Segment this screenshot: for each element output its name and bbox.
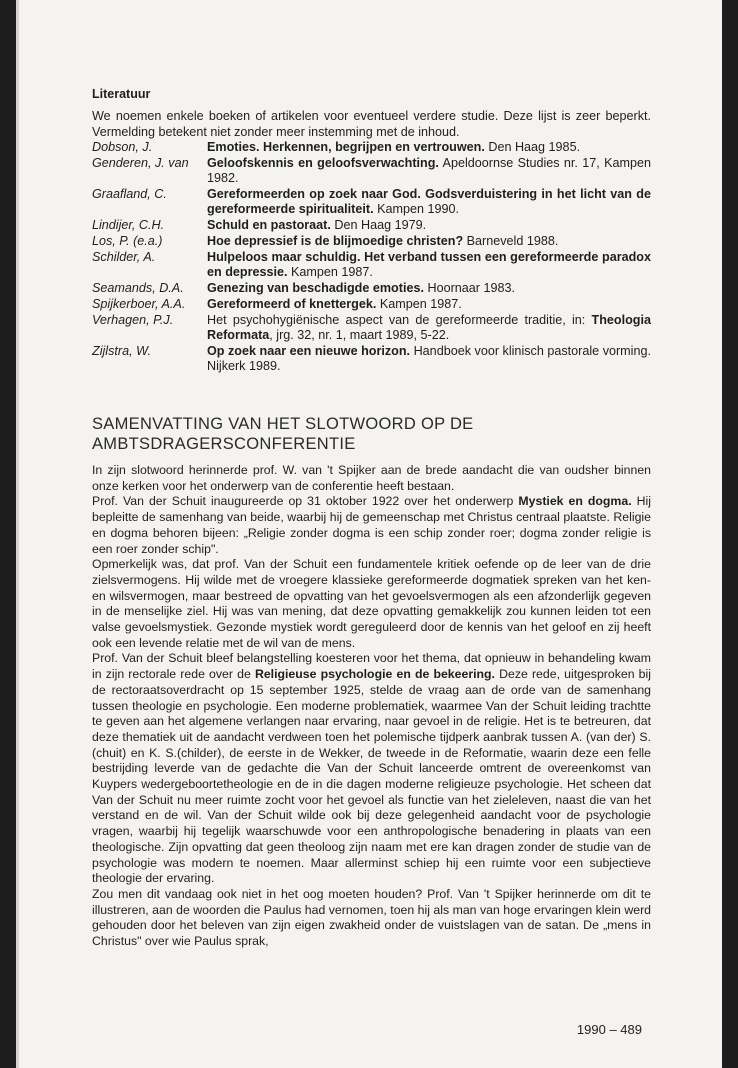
entry-author: Dobson, J.: [92, 140, 153, 154]
entry-title: Op zoek naar een nieuwe horizon.: [207, 344, 411, 358]
entry-title: Genezing van beschadigde emoties.: [207, 281, 424, 295]
literature-intro: We noemen enkele boeken of artikelen voor eventueel verdere studie. Deze lijst is zeer beperkt. Vermelding betekent niet zonder meer instemming met de inhoud.: [92, 109, 651, 139]
bibliography-entry: [92, 156, 651, 186]
entry-author: Seamands, D.A.: [92, 281, 184, 295]
summary-body: [92, 463, 651, 950]
entry-details: Kampen 1990.: [373, 202, 459, 216]
bibliography-entry: [92, 281, 651, 296]
entry-reference: [207, 156, 651, 186]
bibliography-entry: [92, 140, 651, 155]
paragraph: In zijn slotwoord herinnerde prof. W. van 't Spijker aan de brede aandacht die van oudsher binnen onze kerken voor het onderwerp van de conferentie heeft bestaan.: [92, 463, 651, 493]
entry-reference: [207, 344, 651, 374]
emphasis-title: Mystiek en dogma.: [518, 494, 632, 509]
entry-title: Geloofskennis en geloofsverwachting.: [207, 156, 439, 170]
entry-title: Emoties. Herkennen, begrijpen en vertrouwen.: [207, 140, 485, 154]
entry-reference: [207, 297, 651, 312]
entry-details: Kampen 1987.: [287, 265, 373, 279]
entry-details: Den Haag 1979.: [330, 218, 427, 232]
bibliography-entry: [92, 234, 651, 249]
entry-reference: [207, 281, 651, 296]
paragraph: Zou men dit vandaag ook niet in het oog moeten houden? Prof. Van 't Spijker herinnerde om dit te illustreren, aan de woorden die Paulus had vernomen, toen hij als man van hoge ervaringen klein werd gehouden door het beleven van zijn eigen zwakheid onder de vuistslagen van de satan. De „mens in Christus" over wie Paulus sprak,: [92, 886, 651, 949]
bibliography-entry: [92, 297, 651, 312]
entry-author: Spijkerboer, A.A.: [92, 297, 186, 311]
bibliography-entry: [92, 313, 651, 343]
bibliography-entry: [92, 344, 651, 374]
paragraph-text: Deze rede, uitgesproken bij de rectoraatsoverdracht op 15 september 1925, stelde de vraag aan de orde van de samenhang tussen theologie en psychologie. Een moderne problematiek, waarmee Van der Schuit leiding trachtte te geven aan het algemene verlangen naar ervaring, naar gevoel in de religie. Het is te betreuren, dat deze thematiek uit de aandacht verdween toen het polemische tijdperk aanbrak tussen A. (van der) S.(chuit) en K. S.(childer), de eerste in de Wekker, de tweede in de Reformatie, waarin deze een felle bestrijding leverde van de gedachte die Van der Schuit lanceerde omtrent de overeenkomst van Kuypers wedergeboortetheologie en de in die dagen moderne religieuze psychologie. Het scheen dat Van der Schuit nu meer ruimte zocht voor het gevoel als functie van het zieleleven, naast die van het verstand en de wil. Van der Schuit wilde ook bij deze gelegenheid aandacht voor de psychologie vragen, waarbij hij tegelijk waarschuwde voor een anthropologische benadering in plaats van een theologische. Zijn opvatting dat geen theoloog zijn naam met ere kan dragen zonder de studie van de psychologie was modern te noemen. Maar allerminst schiep hij een ruimte voor een subjectieve theologie der ervaring.: [92, 667, 651, 886]
entry-author: Genderen, J. van: [92, 156, 189, 170]
entry-reference: [207, 218, 651, 233]
entry-author: Verhagen, P.J.: [92, 313, 174, 327]
entry-details: Handboek voor klinisch pastorale vorming. Nijkerk 1989.: [207, 344, 651, 373]
paragraph-text: Prof. Van der Schuit inaugureerde op 31 oktober 1922 over het onderwerp: [92, 494, 519, 509]
entry-prefix: Het psychohygiënische aspect van de gereformeerde traditie, in:: [207, 313, 592, 327]
paragraph: Opmerkelijk was, dat prof. Van der Schuit een fundamentele kritiek oefende op de leer van de drie zielsvermogens. Hij wilde met de vroegere klassieke gereformeerde dogmatiek spreken van het ken- en wilsvermogen, maar bestreed de opvatting van het gevoelsvermogen als een afzonderlijk gegeven in de menselijke ziel. Hij was van mening, dat deze opvatting gemakkelijk zou kunnen leiden tot een valse gevoelsmystiek. Gezonde mystiek wordt gereguleerd door de kennis van het geloof en zij heeft ook een levende relatie met de wil van de mens.: [92, 557, 651, 650]
entry-reference: [207, 313, 651, 343]
paragraph: [92, 651, 651, 887]
page-number: 1990 – 489: [576, 1022, 642, 1037]
emphasis-title: Religieuse psychologie en de bekeering.: [254, 667, 495, 682]
entry-details: Hoornaar 1983.: [423, 281, 515, 295]
entry-title: Hoe depressief is de blijmoedige christen?: [207, 234, 464, 248]
entry-author: Los, P. (e.a.): [92, 234, 163, 248]
paragraph-text: Hij bepleitte de samenhang van beide, waarbij hij de gemeenschap met Christus centraal plaatste. Religie en dogma behoren bijeen: „Religie zonder dogma is een schip zonder roer; dogma zonder religie is een roer zonder schip".: [92, 494, 651, 556]
entry-reference: [207, 187, 651, 217]
bibliography-entry: [92, 218, 651, 233]
entry-author: Zijlstra, W.: [92, 344, 151, 358]
summary-title: SAMENVATTING VAN HET SLOTWOORD OP DE AMBTSDRAGERSCONFERENTIE: [92, 415, 474, 453]
entry-reference: [207, 250, 651, 280]
literature-heading: Literatuur: [92, 87, 151, 101]
entry-title: Theologia Reformata: [207, 313, 651, 342]
entry-title: Hulpeloos maar schuldig. Het verband tussen een gereformeerde paradox en depressie.: [207, 250, 651, 279]
entry-reference: [207, 140, 651, 155]
bibliography-entry: [92, 187, 651, 217]
paragraph: [92, 494, 651, 557]
entry-details: , jrg. 32, nr. 1, maart 1989, 5-22.: [269, 328, 450, 342]
document-page: [16, 0, 722, 1068]
entry-title: Gereformeerd of knettergek.: [207, 297, 377, 311]
entry-title: Schuld en pastoraat.: [207, 218, 331, 232]
bibliography-entry: [92, 250, 651, 280]
entry-details: Barneveld 1988.: [463, 234, 559, 248]
entry-details: Den Haag 1985.: [484, 140, 581, 154]
entry-details: Apeldoornse Studies nr. 17, Kampen 1982.: [207, 156, 651, 185]
entry-title: Gereformeerden op zoek naar God. Godsverduistering in het licht van de gereformeerde spiritualiteit.: [207, 187, 651, 216]
bibliography-list: [92, 140, 651, 375]
entry-author: Lindijer, C.H.: [92, 218, 165, 232]
paragraph-text: Prof. Van der Schuit bleef belangstelling koesteren voor het thema, dat opnieuw in behandeling kwam in zijn rectorale rede over de: [92, 651, 651, 682]
entry-author: Schilder, A.: [92, 250, 156, 264]
entry-author: Graafland, C.: [92, 187, 167, 201]
entry-reference: [207, 234, 651, 249]
entry-details: Kampen 1987.: [376, 297, 462, 311]
